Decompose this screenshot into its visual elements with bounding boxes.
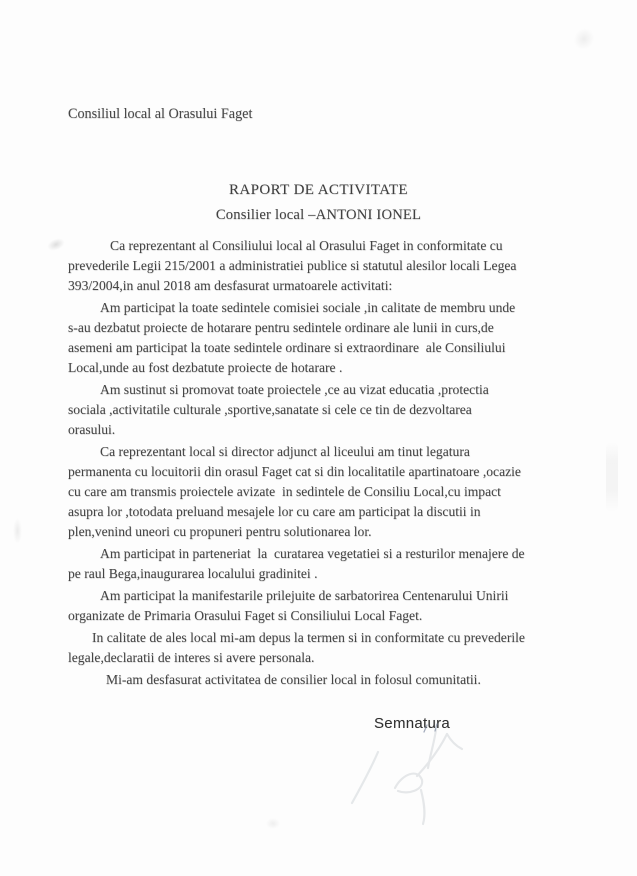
text-line: Ca reprezentant al Consiliului local al Orasului Faget in conformitate cu [110, 238, 503, 253]
paragraph [68, 298, 584, 378]
paragraph [68, 380, 584, 440]
text-line: s-au dezbatut proiecte de hotarare pentru sedintele ordinare ale lunii in curs,de [68, 320, 494, 335]
paragraph [68, 586, 584, 626]
text-line: 393/2004,in anul 2018 am desfasurat urmatoarele activitati: [68, 278, 393, 293]
text-line: orasului. [68, 422, 116, 437]
scan-smudge-artifact [46, 236, 67, 253]
text-line: sociala ,activitatile culturale ,sportive,sanatate si cele ce tin de dezvoltarea [68, 402, 472, 417]
document-title: RAPORT DE ACTIVITATE [229, 182, 408, 198]
text-line: In calitate de ales local mi-am depus la termen si in conformitate cu prevederile [92, 630, 525, 645]
text-line: asemeni am participat la toate sedintele ordinare si extraordinare ale Consiliului [68, 340, 506, 355]
text-line: cu care am transmis proiectele avizate in sedintele de Consiliu Local,cu impact [68, 484, 501, 499]
paragraph [68, 442, 584, 542]
text-line: Am participat in parteneriat la curatarea vegetatiei si a resturilor menajere de [100, 546, 525, 561]
text-line: permanenta cu locuitorii din orasul Faget cat si din localitatile apartinatoare ,ocazie [68, 464, 521, 479]
text-line: prevederile Legii 215/2001 a administratiei publice si statutul alesilor locali Legea [68, 258, 517, 273]
handwritten-signature [340, 710, 480, 835]
paragraph [68, 544, 584, 584]
paragraph [68, 628, 584, 668]
text-line: legale,declaratii de interes si avere personala. [68, 650, 315, 665]
document-header: Consiliul local al Orasului Faget [68, 106, 253, 122]
scan-smudge-artifact [13, 518, 22, 544]
document-subtitle: Consilier local –ANTONI IONEL [215, 207, 422, 223]
text-line: plen,venind uneori cu propuneri pentru solutionarea lor. [68, 524, 372, 539]
text-line: Ca reprezentant local si director adjunct al liceului am tinut legatura [100, 444, 470, 459]
document-body [68, 236, 584, 690]
text-line: organizate de Primaria Orasului Faget si Consiliului Local Faget. [68, 608, 423, 623]
signature-label: Semnatura [374, 715, 451, 732]
text-line: Am sustinut si promovat toate proiectele ,ce au vizat educatia ,protectia [100, 382, 489, 397]
text-line: asupra lor ,totodata preluand mesajele lor cu care am participat la discutii in [68, 504, 481, 519]
text-line: Mi-am desfasurat activitatea de consilier local in folosul comunitatii. [106, 672, 481, 687]
paragraph [68, 670, 584, 690]
scan-smudge-artifact [266, 818, 280, 829]
text-line: Am participat la toate sedintele comisiei sociale ,in calitate de membru unde [100, 300, 516, 315]
text-line: Am participat la manifestarile prilejuite de sarbatorirea Centenarului Unirii [100, 588, 509, 603]
scan-streak-artifact [606, 442, 618, 512]
text-line: Local,unde au fost dezbatute proiecte de hotarare . [68, 360, 343, 375]
paragraph [68, 236, 584, 296]
scan-smudge-artifact [570, 24, 598, 53]
text-line: pe raul Bega,inaugurarea localului gradinitei . [68, 566, 318, 581]
